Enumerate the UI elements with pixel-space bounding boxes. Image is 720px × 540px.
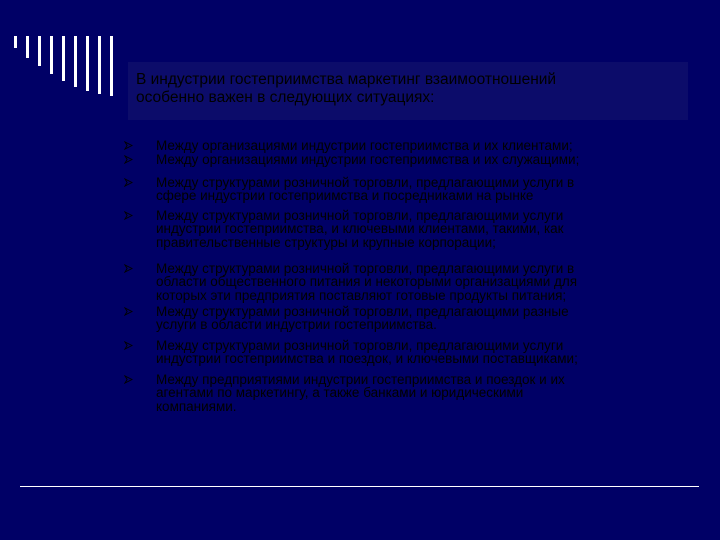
decorative-bars (14, 36, 124, 96)
list-item-line: компаниями. (156, 398, 237, 414)
list-item (124, 339, 696, 366)
list-item-line: Между предприятиями индустрии гостеприимства и поездок и их (156, 372, 565, 387)
list-item-line: Между организациями индустрии гостеприимства и их служащими; (156, 152, 580, 167)
list-item (124, 176, 696, 203)
list-item-text (156, 373, 696, 413)
bottom-divider (20, 486, 699, 487)
list-item (124, 262, 696, 302)
list-item-line: Между структурами розничной торговли, предлагающими услуги в (156, 175, 575, 190)
list-item (124, 209, 696, 249)
list-item-text (156, 176, 696, 203)
slide-title (136, 71, 676, 107)
list-item (124, 139, 696, 152)
list-item-text (156, 339, 696, 366)
arrowhead-icon (124, 307, 133, 316)
list-item-text (156, 305, 696, 332)
list-item (124, 153, 696, 166)
list-item-text (156, 153, 696, 166)
list-item-line: Между структурами розничной торговли, предлагающими услуги (156, 208, 564, 223)
arrowhead-icon (124, 264, 133, 273)
arrowhead-icon (124, 141, 133, 150)
list-item-line: Между структурами розничной торговли, предлагающими разные (156, 304, 569, 319)
arrowhead-icon (124, 375, 133, 384)
list-item-line: которых эти предприятия поставляют готовые продукты питания; (156, 287, 567, 303)
list-item-line: услуги в области индустрии гостеприимства. (156, 317, 437, 333)
arrowhead-icon (124, 155, 133, 164)
list-item (124, 373, 696, 413)
title-line: В индустрии гостеприимства маркетинг взаимоотношений (136, 71, 557, 88)
list-item-text (156, 139, 696, 152)
list-item-line: агентами по маркетингу, а также банками и юридическими (156, 385, 524, 401)
list-item-line: правительственные структуры и крупные корпорации; (156, 234, 496, 250)
list-item-line: Между структурами розничной торговли, предлагающими услуги в (156, 261, 575, 276)
list-item-line: сфере индустрии гостеприимства и посредниками на рынке (156, 188, 534, 204)
list-item-line: индустрии гостеприимства, и ключевыми клиентами, такими, как (156, 221, 564, 237)
list-item-line: индустрии гостеприимства и поездок, и ключевыми поставщиками; (156, 351, 578, 367)
list-item-line: Между организациями индустрии гостеприимства и их клиентами; (156, 138, 573, 153)
list-item-line: области общественного питания и некоторыми организациями для (156, 274, 578, 290)
title-line: особенно важен в следующих ситуациях: (136, 89, 435, 106)
arrowhead-icon (124, 178, 133, 187)
list-item-text (156, 262, 696, 302)
arrowhead-icon (124, 341, 133, 350)
arrowhead-icon (124, 211, 133, 220)
list-item-line: Между структурами розничной торговли, предлагающими услуги (156, 338, 564, 353)
list-item (124, 305, 696, 332)
list-item-text (156, 209, 696, 249)
